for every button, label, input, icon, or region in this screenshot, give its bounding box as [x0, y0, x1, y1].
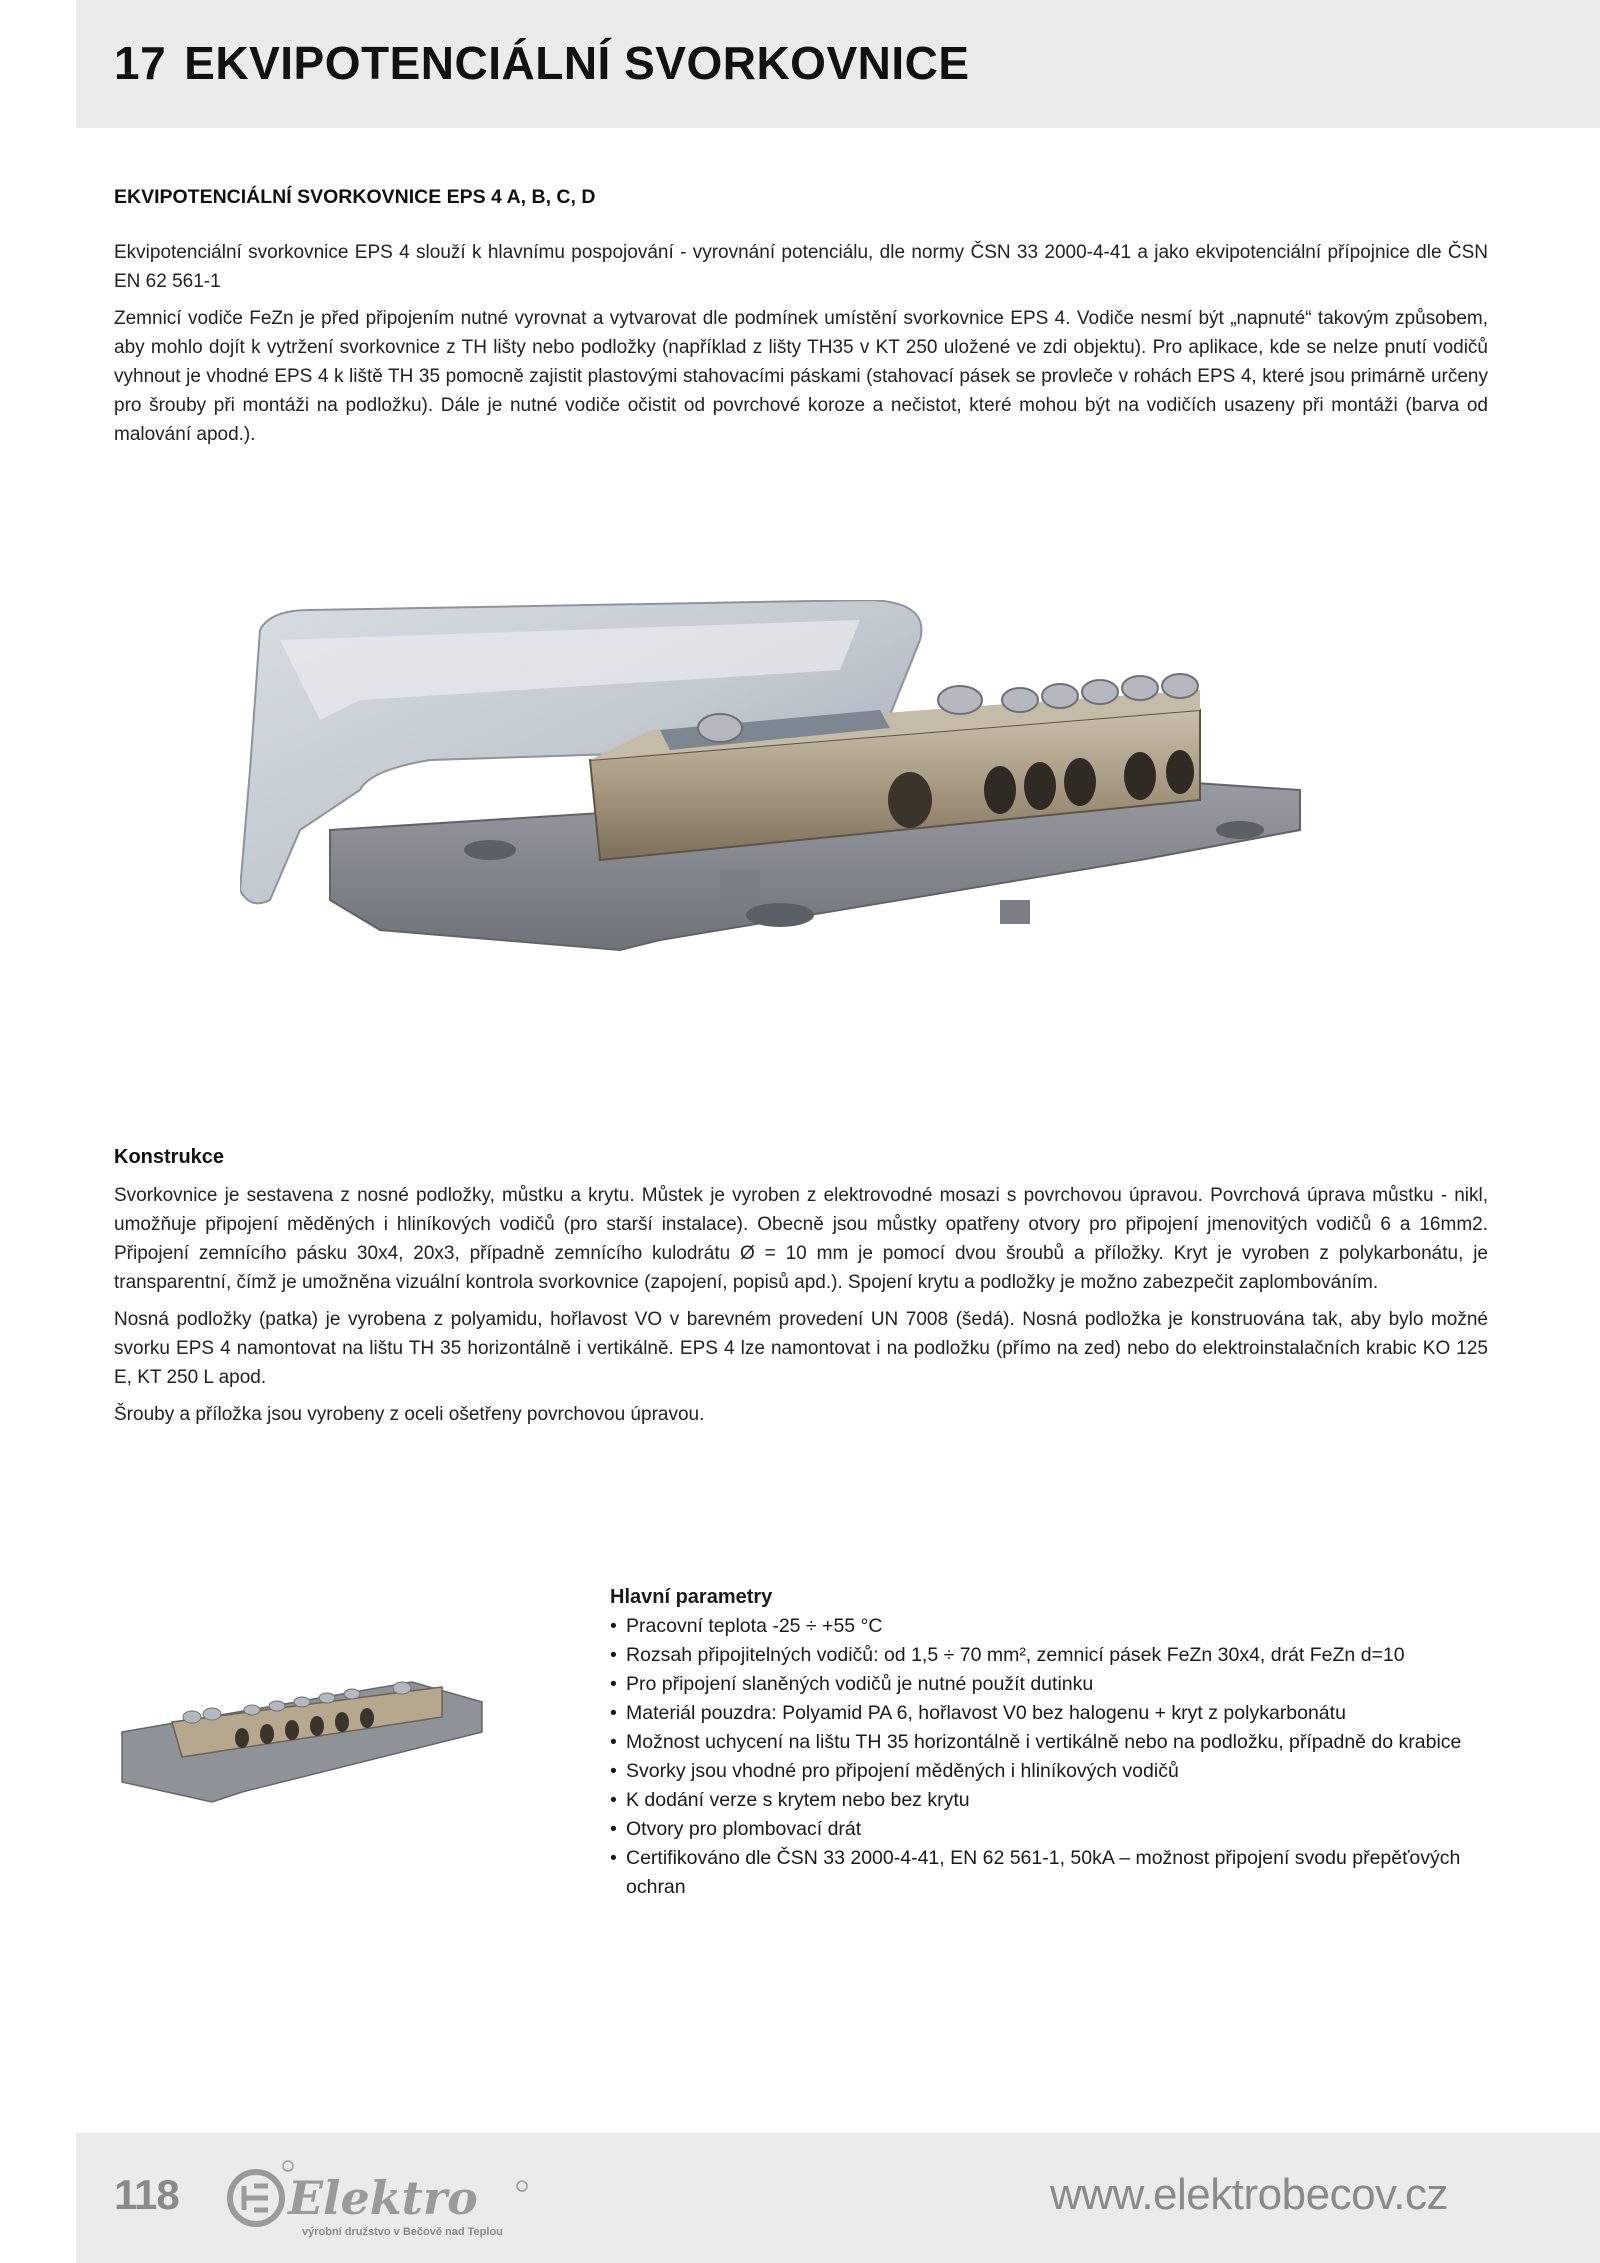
construction-text: [114, 1181, 1488, 1437]
list-item: • Svorky jsou vhodné pro připojení měděných i hliníkových vodičů: [610, 1757, 1490, 1786]
logo-tagline: výrobní družstvo v Bečově nad Teplou: [302, 2226, 503, 2238]
intro-text: [114, 238, 1488, 457]
parameters-heading: Hlavní parametry: [610, 1586, 773, 1608]
parameters-list: [610, 1612, 1490, 1902]
list-item: • Možnost uchycení na lištu TH 35 horizontálně i vertikálně nebo na podložku, případně do krabice: [610, 1728, 1490, 1757]
list-item: • Certifikováno dle ČSN 33 2000-4-41, EN 62 561-1, 50kA – možnost připojení svodu přepěťových ochran: [610, 1844, 1490, 1902]
logo-wordmark: Elektro: [288, 2171, 478, 2225]
parameters-block: [610, 1583, 1490, 1902]
product-photo: [240, 600, 1360, 1040]
list-item: • Rozsah připojitelných vodičů: od 1,5 ÷ 70 mm², zemnicí pásek FeZn 30x4, drát FeZn d=10: [610, 1641, 1490, 1670]
website-url[interactable]: www.elektrobecov.cz: [1049, 2170, 1448, 2219]
intro-paragraph-1: Ekvipotenciální svorkovnice EPS 4 slouží k hlavnímu pospojování - vyrovnání potenciálu, dle normy ČSN 33 2000-4-41 a jako ekvipotenciální přípojnice dle ČSN EN 62 561-1: [114, 242, 1488, 292]
chapter-title-text: EKVIPOTENCIÁLNÍ SVORKOVNICE: [184, 37, 970, 89]
chapter-number: 17: [114, 37, 167, 89]
intro-paragraph-2: Zemnicí vodiče FeZn je před připojením nutné vyrovnat a vytvarovat dle podmínek umístění svorkovnice EPS 4. Vodiče nesmí být „napnuté“ takovým způsobem, aby mohlo dojít k vytržení svorkovnice z TH lišty nebo podložky (například z lišty TH35 v KT 250 uložené ve zdi objektu). Pro aplikace, kde se nelze pnutí vodičů vyhnout je vhodné EPS 4 k liště TH 35 pomocně zajistit plastovými stahovacími páskami (stahovací pásek se provleče v rohách EPS 4, které jsou primárně určeny pro šrouby při montáži na podložku). Dále je nutné vodiče očistit od povrchové koroze a nečistot, které mohou být na vodičích usazeny při montáži (barva od malování apod.).: [114, 308, 1488, 445]
list-item: • Pro připojení slaněných vodičů je nutné použít dutinku: [610, 1670, 1490, 1699]
construction-paragraph-3: Šrouby a příložka jsou vyrobeny z oceli ošetřeny povrchovou úpravou.: [114, 1404, 705, 1425]
list-item: • Materiál pouzdra: Polyamid PA 6, hořlavost V0 bez halogenu + kryt z polykarbonátu: [610, 1699, 1490, 1728]
list-item: • Pracovní teplota -25 ÷ +55 °C: [610, 1612, 1490, 1641]
construction-paragraph-1: Svorkovnice je sestavena z nosné podložky, můstku a krytu. Můstek je vyroben z elektrovodné mosazi s povrchovou úpravou. Povrchová úprava můstku - nikl, umožňuje připojení měděných i hliníkových vodičů (pro starší instalace). Obecně jsou můstky opatřeny otvory pro připojení jmenovitých vodičů 6 a 16mm2. Připojení zemnícího pásku 30x4, 20x3, případně zemnícího kulodrátu Ø = 10 mm je pomocí dvou šroubů a příložky. Kryt je vyroben z polykarbonátu, je transparentní, čímž je umožněna vizuální kontrola svorkovnice (zapojení, popisů apd.). Spojení krytu a podložky je možno zabezpečit zaplombováním.: [114, 1185, 1488, 1293]
construction-heading: Konstrukce: [114, 1146, 225, 1168]
page-number: 118: [114, 2171, 179, 2218]
construction-paragraph-2: Nosná podložky (patka) je vyrobena z polyamidu, hořlavost VO v barevném provedení UN 7008 (šedá). Nosná podložka je konstruována tak, aby bylo možné svorku EPS 4 namontovat na lištu TH 35 horizontálně i vertikálně. EPS 4 lze namontovat i na podložku (přímo na zed) nebo do elektroinstalačních krabic KO 125 E, KT 250 L apod.: [114, 1309, 1488, 1388]
section-heading: EKVIPOTENCIÁLNÍ SVORKOVNICE EPS 4 A, B, C, D: [114, 186, 596, 208]
chapter-title: [114, 36, 988, 90]
small-product-photo: [112, 1662, 492, 1812]
list-item: • Otvory pro plombovací drát: [610, 1815, 1490, 1844]
list-item: • K dodání verze s krytem nebo bez krytu: [610, 1786, 1490, 1815]
